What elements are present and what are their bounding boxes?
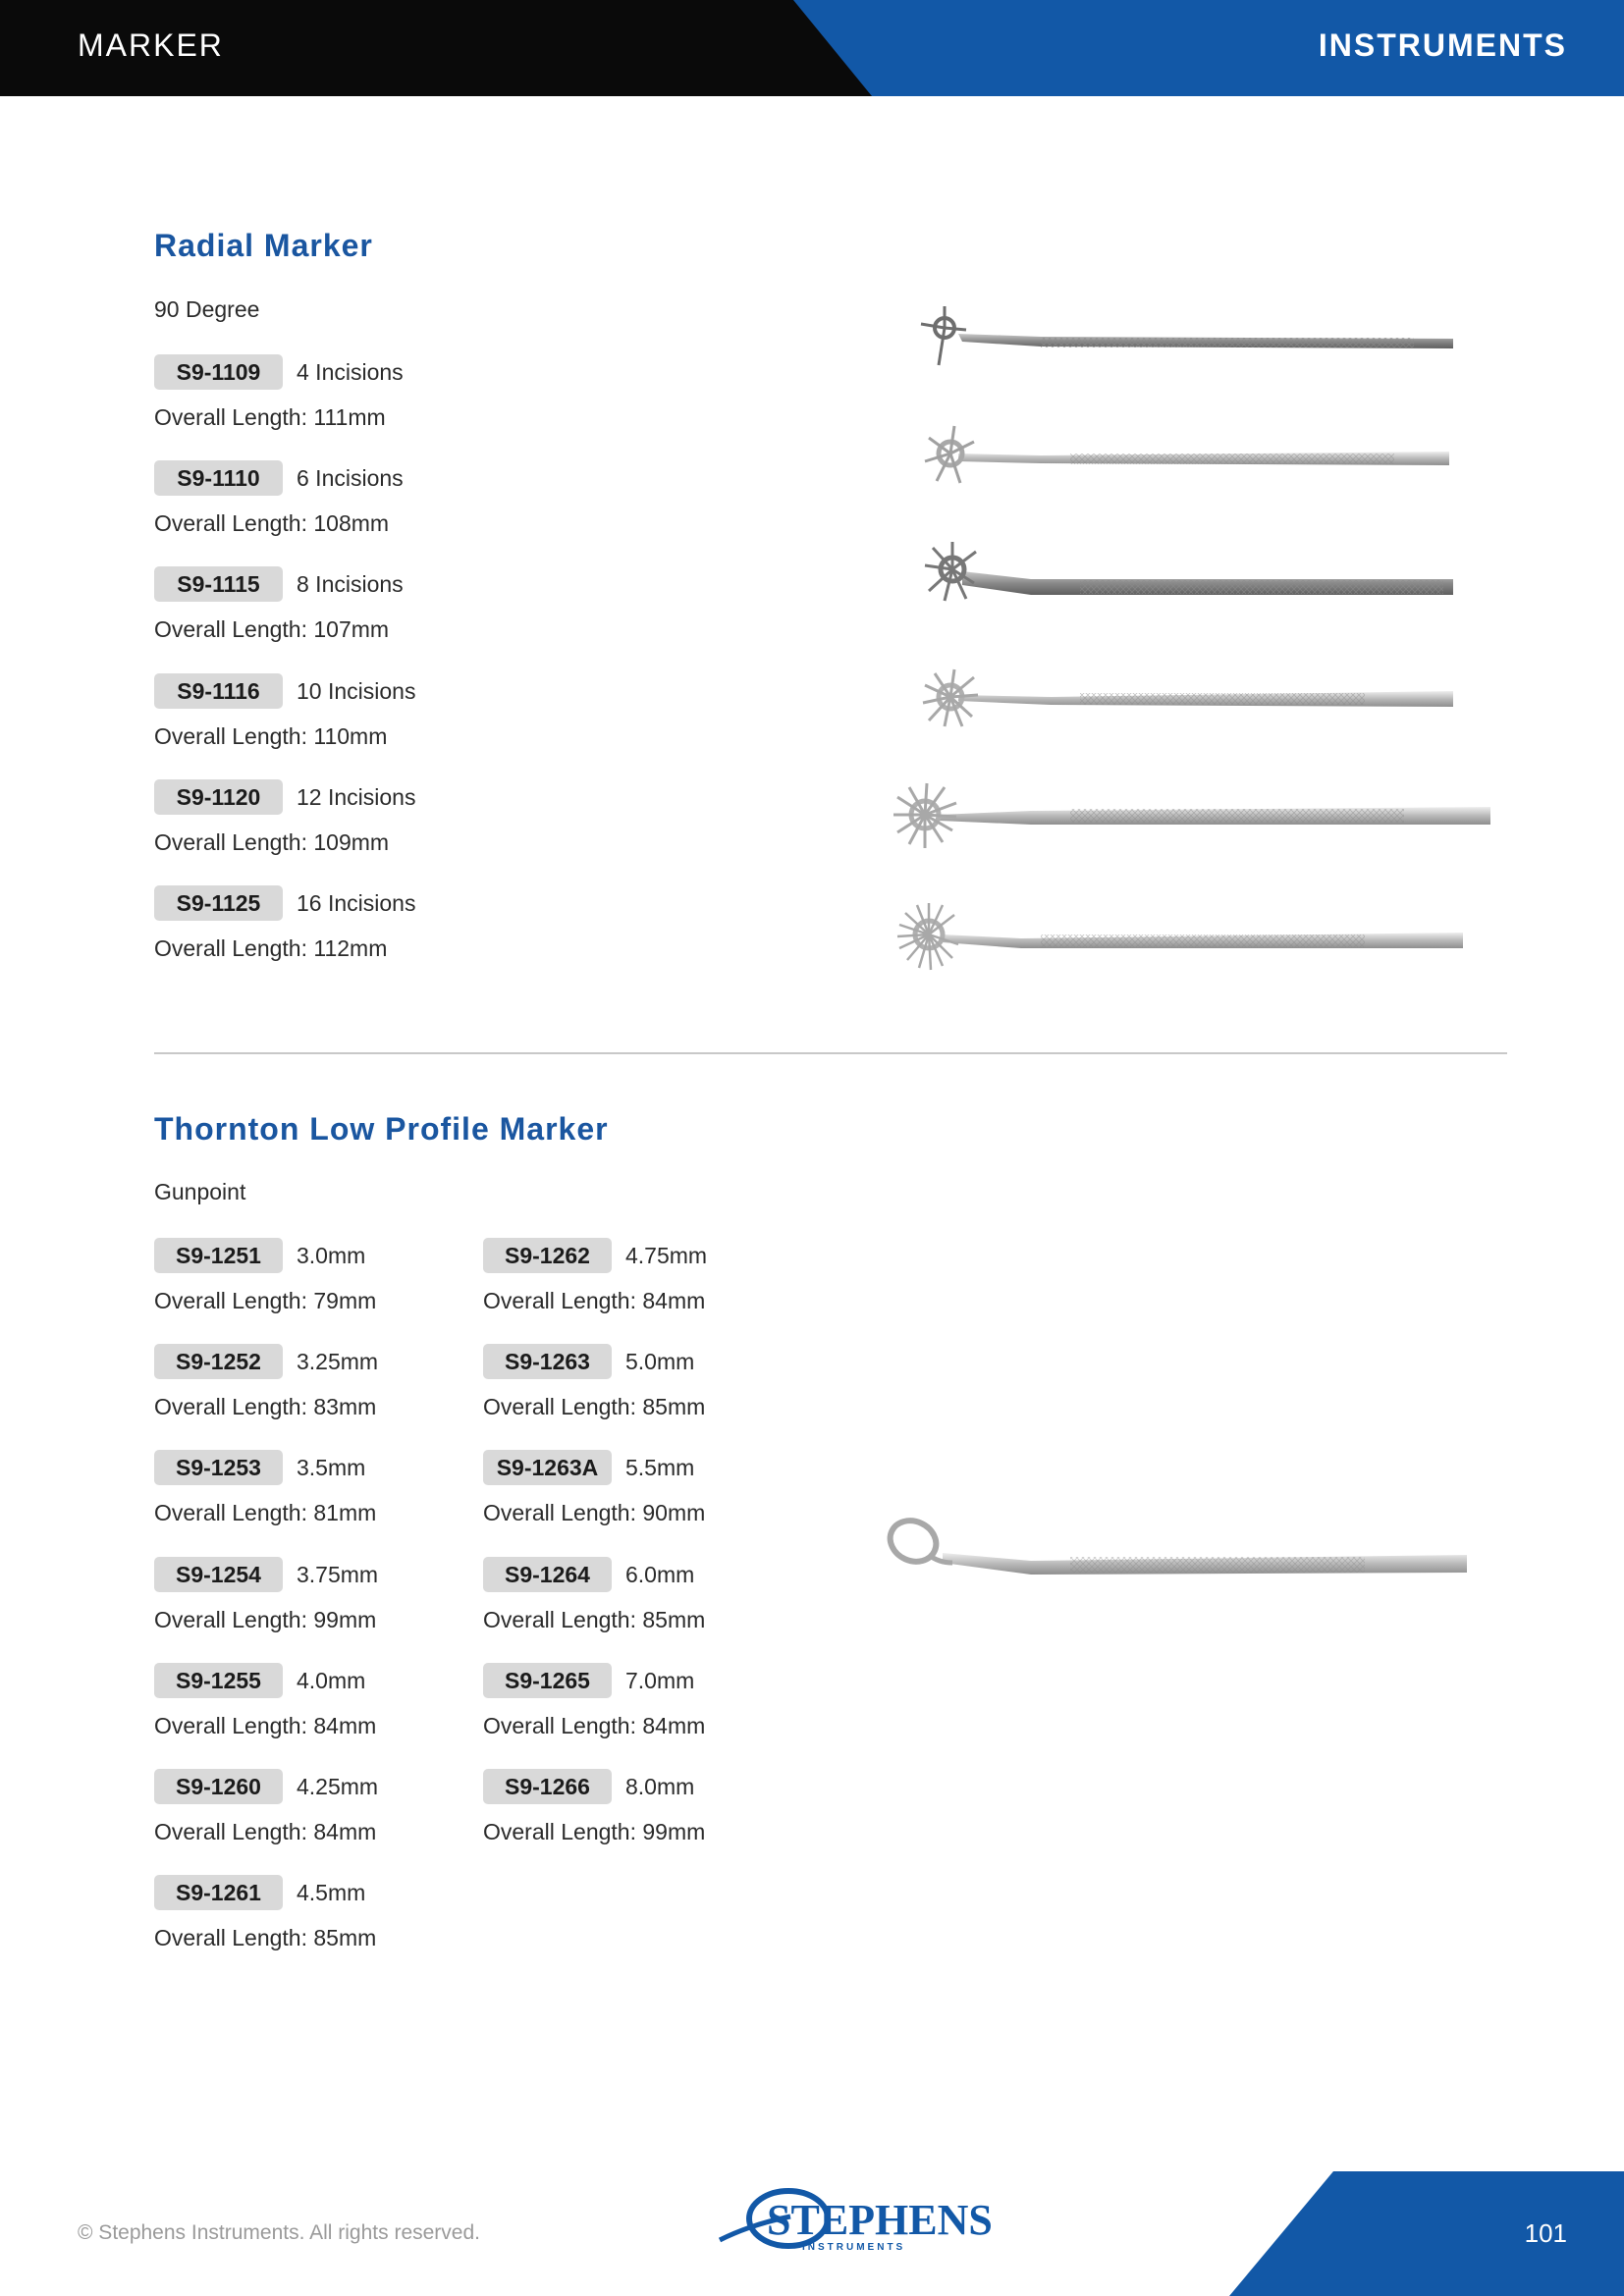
product-description: 3.25mm [297,1349,379,1374]
product-item [483,1769,797,1849]
product-length: Overall Length: 79mm [154,1288,377,1313]
product-code-badge: S9-1264 [483,1557,612,1592]
product-description: 4.0mm [297,1668,366,1693]
product-length: Overall Length: 85mm [154,1925,377,1950]
product-description: 4.5mm [297,1880,366,1905]
product-item [154,673,468,754]
product-code-badge: S9-1109 [154,354,283,390]
product-code-badge: S9-1266 [483,1769,612,1804]
product-description: 4.75mm [625,1243,708,1268]
product-code-badge: S9-1125 [154,885,283,921]
product-item [483,1344,797,1424]
section-divider [154,1052,1507,1054]
product-item [154,354,468,435]
marker-12-incisions-image [893,783,1490,848]
product-description: 3.75mm [297,1562,379,1587]
product-code-badge: S9-1254 [154,1557,283,1592]
stephens-logo [712,2187,993,2256]
product-length: Overall Length: 84mm [154,1713,377,1738]
product-length: Overall Length: 85mm [483,1607,706,1632]
product-item [483,1238,797,1318]
marker-10-incisions-image [923,669,1453,726]
product-length: Overall Length: 84mm [154,1819,377,1844]
radial-marker-subtitle: 90 Degree [154,296,260,322]
product-item [154,460,468,541]
product-item [483,1557,797,1637]
product-item [154,1238,468,1318]
radial-marker-images [864,294,1512,1001]
product-code-badge: S9-1262 [483,1238,612,1273]
product-description: 8.0mm [625,1774,695,1799]
product-length: Overall Length: 111mm [154,404,386,430]
product-code-badge: S9-1263A [483,1450,612,1485]
product-length: Overall Length: 83mm [154,1394,377,1419]
product-description: 7.0mm [625,1668,695,1693]
product-length: Overall Length: 90mm [483,1500,706,1525]
product-description: 6.0mm [625,1562,695,1587]
copyright-text: © Stephens Instruments. All rights reserved. [78,2221,480,2244]
marker-8-incisions-image [925,542,1453,601]
product-item [154,1663,468,1743]
header-category-label: INSTRUMENTS [1318,27,1567,63]
product-code-badge: S9-1252 [154,1344,283,1379]
product-code-badge: S9-1260 [154,1769,283,1804]
product-description: 6 Incisions [297,465,404,491]
product-length: Overall Length: 81mm [154,1500,377,1525]
product-description: 4 Incisions [297,359,404,385]
product-code-badge: S9-1263 [483,1344,612,1379]
product-code-badge: S9-1255 [154,1663,283,1698]
product-code-badge: S9-1251 [154,1238,283,1273]
product-length: Overall Length: 108mm [154,510,390,536]
product-code-badge: S9-1261 [154,1875,283,1910]
page-number: 101 [1524,2218,1567,2248]
product-length: Overall Length: 110mm [154,723,388,749]
product-description: 5.5mm [625,1455,695,1480]
marker-16-incisions-image [897,903,1463,970]
thornton-marker-title: Thornton Low Profile Marker [154,1111,609,1147]
product-description: 3.0mm [297,1243,366,1268]
product-description: 4.25mm [297,1774,379,1799]
product-item [483,1450,797,1530]
marker-6-incisions-image [925,426,1449,483]
product-description: 12 Incisions [297,784,416,810]
product-code-badge: S9-1253 [154,1450,283,1485]
product-length: Overall Length: 99mm [483,1819,706,1844]
product-item [154,779,468,860]
product-item [483,1663,797,1743]
product-item [154,1875,468,1955]
product-item [154,1769,468,1849]
product-description: 10 Incisions [297,678,416,704]
product-length: Overall Length: 85mm [483,1394,706,1419]
product-length: Overall Length: 84mm [483,1713,706,1738]
product-code-badge: S9-1120 [154,779,283,815]
radial-marker-title: Radial Marker [154,228,373,263]
product-length: Overall Length: 107mm [154,616,390,642]
product-item [154,885,468,966]
product-item [154,1450,468,1530]
product-description: 8 Incisions [297,571,404,597]
product-description: 5.0mm [625,1349,695,1374]
product-description: 3.5mm [297,1455,366,1480]
product-length: Overall Length: 99mm [154,1607,377,1632]
header-section-label: MARKER [78,27,224,63]
product-item [154,1344,468,1424]
product-length: Overall Length: 112mm [154,935,388,961]
product-item [154,1557,468,1637]
product-code-badge: S9-1265 [483,1663,612,1698]
marker-4-incisions-image [921,306,1453,365]
product-code-badge: S9-1115 [154,566,283,602]
product-length: Overall Length: 84mm [483,1288,706,1313]
product-length: Overall Length: 109mm [154,829,390,855]
thornton-marker-subtitle: Gunpoint [154,1179,246,1204]
product-item [154,566,468,647]
product-code-badge: S9-1110 [154,460,283,496]
product-code-badge: S9-1116 [154,673,283,709]
thornton-marker-image [874,1472,1483,1610]
logo-wordmark: STEPHENS [767,2196,993,2244]
logo-subtext: INSTRUMENTS [802,2242,906,2253]
product-description: 16 Incisions [297,890,416,916]
